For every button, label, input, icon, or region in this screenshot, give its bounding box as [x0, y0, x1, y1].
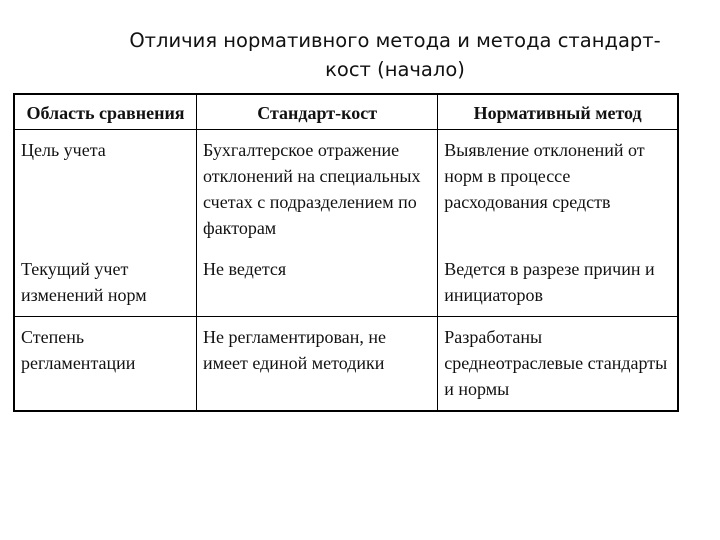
slide-title-line-2: кост (начало): [325, 58, 465, 81]
cell-area: Цель учета: [14, 130, 197, 250]
slide-title: [100, 26, 690, 84]
cell-standard-cost: Не регламентирован, не имеет единой методики: [197, 317, 438, 412]
cell-normative: Ведется в разрезе причин и инициаторов: [438, 249, 678, 317]
cell-area: Текущий учет изменений норм: [14, 249, 197, 317]
cell-normative: Выявление отклонений от норм в процессе расходования средств: [438, 130, 678, 250]
table-row: [14, 130, 678, 250]
slide-title-line-1: Отличия нормативного метода и метода стандарт-: [129, 29, 661, 52]
header-standard-cost: Стандарт-кост: [197, 94, 438, 130]
table-row: [14, 249, 678, 317]
header-normative-method: Нормативный метод: [438, 94, 678, 130]
cell-area: Степень регламентации: [14, 317, 197, 412]
cell-standard-cost: Не ведется: [197, 249, 438, 317]
cell-normative: Разработаны среднеотраслевые стандарты и нормы: [438, 317, 678, 412]
table-row: [14, 317, 678, 412]
comparison-table: [13, 93, 679, 412]
cell-standard-cost: Бухгалтерское отражение отклонений на специальных счетах с подразделением по факторам: [197, 130, 438, 250]
table-header-row: [14, 94, 678, 130]
header-comparison-area: Область сравнения: [14, 94, 197, 130]
